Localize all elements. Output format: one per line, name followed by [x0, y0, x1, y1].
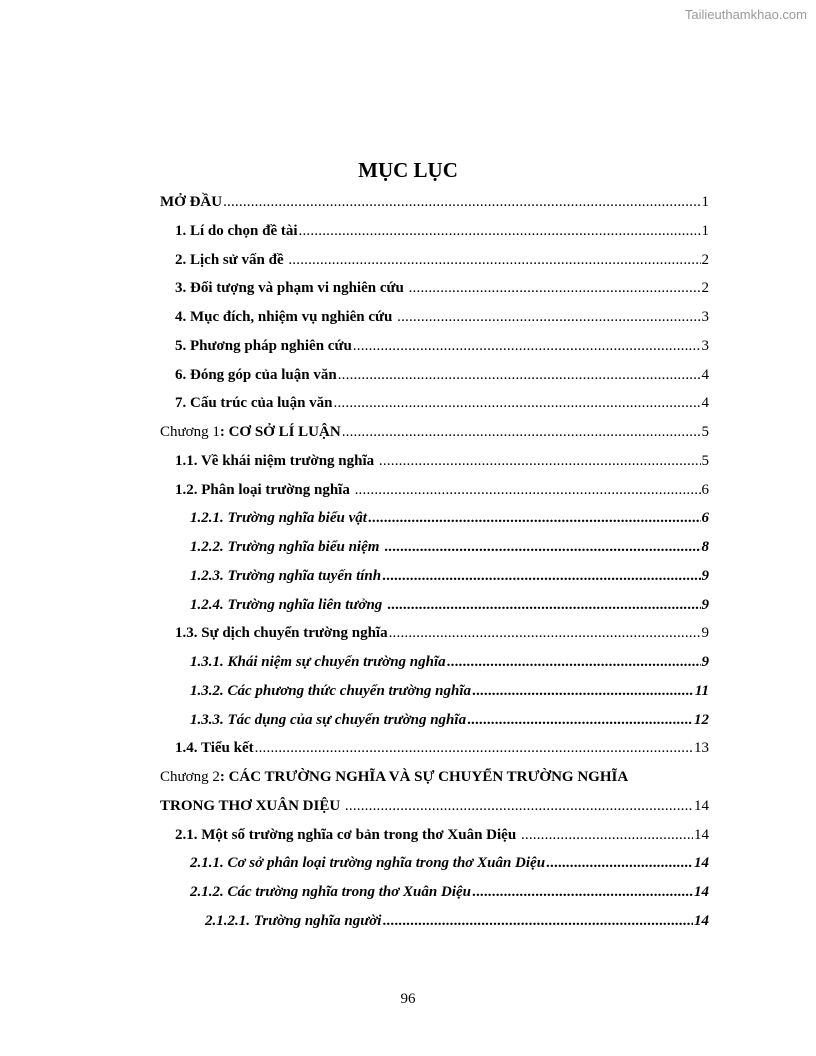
toc-entry-page: 13	[694, 740, 709, 757]
toc-entry-page: 11	[694, 682, 709, 699]
dot-leader	[355, 482, 701, 499]
dot-leader	[409, 280, 701, 297]
toc-entry-label: 1.4. Tiểu kết	[175, 740, 254, 757]
toc-entry[interactable]	[160, 482, 709, 511]
toc-entry[interactable]	[160, 855, 709, 884]
dot-leader	[288, 252, 700, 269]
dot-leader	[345, 798, 693, 815]
toc-entry-label: 2.1.2.1. Trường nghĩa người	[205, 912, 382, 929]
toc-entry-page: 9	[701, 625, 709, 642]
dot-leader	[472, 884, 693, 901]
dot-leader	[353, 338, 701, 355]
toc-entry[interactable]	[160, 913, 709, 942]
dot-leader	[521, 827, 693, 844]
dot-leader	[382, 568, 700, 585]
toc-entry-page: 14	[694, 797, 709, 814]
toc-entry-label: 1.3. Sự dịch chuyển trường nghĩa	[175, 625, 388, 642]
dot-leader	[397, 309, 700, 326]
dot-leader	[255, 740, 693, 757]
chapter-prefix: Chương 1	[160, 424, 220, 440]
toc-entry[interactable]	[160, 338, 709, 367]
toc-entry-label: 1.2.2. Trường nghĩa biểu niệm	[190, 539, 384, 555]
toc-entry-label: 1.1. Về khái niệm trường nghĩa	[175, 452, 378, 469]
toc-entry[interactable]	[160, 712, 709, 741]
toc-entry-page: 3	[701, 309, 709, 325]
toc-entry[interactable]	[160, 539, 709, 568]
toc-entry-label: : CƠ SỞ LÍ LUẬN	[219, 424, 341, 440]
toc-entry-label: 1.2. Phân loại trường nghĩa	[175, 481, 354, 498]
dot-leader	[546, 855, 693, 872]
dot-leader	[467, 712, 693, 729]
toc-entry[interactable]	[160, 510, 709, 539]
toc-entry[interactable]	[160, 740, 709, 769]
toc-entry-page: 3	[701, 337, 709, 354]
toc-entry-label: 1.3.1. Khái niệm sự chuyển trường nghĩa	[190, 654, 446, 670]
toc-entry-label: 4. Mục đích, nhiệm vụ nghiên cứu	[175, 309, 397, 325]
toc-entry-label: 7. Cấu trúc của luận văn	[175, 395, 333, 412]
toc-entry-label: 1. Lí do chọn đề tài	[175, 222, 298, 239]
toc-entry-page: 12	[694, 711, 709, 728]
toc-entry[interactable]	[160, 654, 709, 683]
dot-leader	[368, 510, 701, 527]
toc-entry-page: 14	[694, 884, 709, 900]
dot-leader	[342, 424, 701, 441]
toc-entry-label: MỞ ĐẦU	[160, 194, 223, 210]
toc-entry-page: 5	[701, 452, 709, 469]
toc-entry[interactable]	[160, 223, 709, 252]
toc-entry-page: 2	[701, 280, 709, 297]
watermark: Tailieuthamkhao.com	[684, 7, 807, 22]
toc-entry-page: 1	[701, 222, 709, 239]
page-title: MỤC LỤC	[358, 158, 458, 182]
toc-entry-label: 1.2.1. Trường nghĩa biểu vật	[190, 510, 367, 527]
dot-leader	[379, 453, 701, 470]
toc-entry-page: 4	[701, 366, 709, 383]
dot-leader	[382, 913, 693, 930]
dot-leader	[299, 223, 701, 240]
toc-entry-page: 14	[694, 826, 709, 843]
toc-entry-page: 2	[701, 251, 709, 268]
toc-entry[interactable]	[160, 597, 709, 626]
toc-entry[interactable]	[160, 769, 709, 798]
toc-entry[interactable]	[160, 453, 709, 482]
table-of-contents	[160, 194, 709, 942]
toc-entry-page: 4	[701, 395, 709, 412]
toc-entry[interactable]	[160, 395, 709, 424]
toc-entry-page: 6	[701, 481, 709, 498]
dot-leader	[387, 597, 700, 614]
dot-leader	[334, 395, 701, 412]
toc-entry-label: 3. Đối tượng và phạm vi nghiên cứu	[175, 280, 408, 297]
toc-entry-page: 14	[694, 855, 709, 872]
toc-entry[interactable]	[160, 194, 709, 223]
toc-entry[interactable]	[160, 683, 709, 712]
toc-entry-page: 9	[701, 596, 709, 613]
dot-leader	[472, 683, 694, 700]
toc-entry[interactable]	[160, 252, 709, 281]
dot-leader	[447, 654, 701, 671]
toc-entry[interactable]	[160, 280, 709, 309]
toc-entry-label: 1.2.3. Trường nghĩa tuyến tính	[190, 567, 382, 584]
toc-entry[interactable]	[160, 625, 709, 654]
toc-entry-label: 5. Phương pháp nghiên cứu	[175, 337, 352, 354]
toc-entry-page: 14	[694, 912, 709, 929]
chapter-prefix: Chương 2	[160, 769, 220, 785]
toc-entry-page: 1	[701, 194, 709, 210]
page-number: 96	[400, 991, 416, 1007]
toc-entry[interactable]	[160, 367, 709, 396]
toc-entry[interactable]	[160, 424, 709, 453]
toc-entry[interactable]	[160, 884, 709, 913]
toc-entry[interactable]	[160, 827, 709, 856]
toc-entry-label: 1.3.2. Các phương thức chuyển trường nghĩa	[190, 682, 472, 699]
toc-entry[interactable]	[160, 798, 709, 827]
toc-entry-label: 2.1.1. Cơ sở phân loại trường nghĩa trong thơ Xuân Diệu	[190, 855, 546, 872]
toc-entry[interactable]	[160, 568, 709, 597]
toc-entry-label: : CÁC TRƯỜNG NGHĨA VÀ SỰ CHUYỂN TRƯỜNG NGHĨA	[219, 769, 629, 785]
toc-entry-label: 2. Lịch sử vấn đề	[175, 251, 288, 268]
toc-entry-label: TRONG THƠ XUÂN DIỆU	[160, 797, 344, 814]
dot-leader	[384, 539, 700, 556]
toc-entry-page: 9	[701, 654, 709, 670]
toc-entry-label: 2.1. Một số trường nghĩa cơ bản trong thơ Xuân Diệu	[175, 826, 520, 843]
toc-entry[interactable]	[160, 309, 709, 338]
toc-entry-page: 5	[701, 424, 709, 440]
dot-leader	[338, 367, 701, 384]
dot-leader	[223, 194, 700, 211]
toc-entry-page: 6	[701, 510, 709, 527]
toc-entry-label: 2.1.2. Các trường nghĩa trong thơ Xuân Diệu	[190, 884, 471, 900]
toc-entry-page: 8	[701, 539, 709, 555]
dot-leader	[389, 625, 701, 642]
toc-entry-page: 9	[701, 567, 709, 584]
toc-entry-label: 1.2.4. Trường nghĩa liên tưởng	[190, 596, 387, 613]
toc-entry-label: 1.3.3. Tác dụng của sự chuyển trường nghĩa	[190, 711, 467, 728]
toc-entry-label: 6. Đóng góp của luận văn	[175, 366, 337, 383]
